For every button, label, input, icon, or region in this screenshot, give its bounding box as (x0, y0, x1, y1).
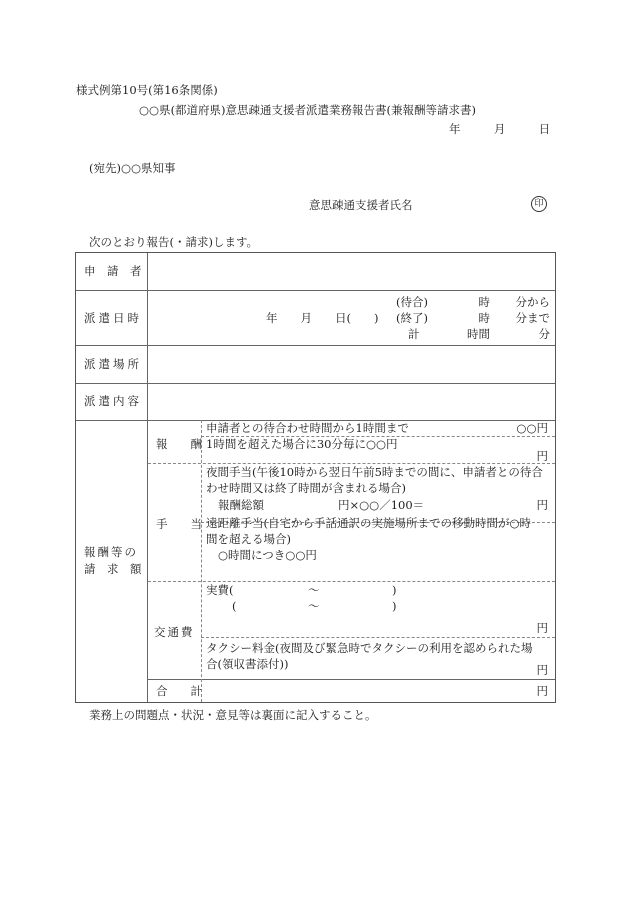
total-label: 合 計 (156, 684, 202, 698)
remuneration-line1-amount: ○○円 (516, 421, 548, 435)
total-hours[interactable]: 時間 (467, 327, 490, 341)
fees-label-line1: 報酬等の (84, 545, 138, 559)
dispatch-content-label: 派遣内容 (84, 394, 142, 408)
remuneration-amount[interactable]: 円 (536, 449, 548, 463)
allowance-label: 手 当 (156, 517, 202, 531)
night-calc-amount[interactable]: 円 (536, 498, 548, 512)
end-minute[interactable]: 分まで (515, 311, 550, 325)
distance-allowance-line2: 間を超える場合) (206, 532, 291, 546)
actual-cost-label: 実費( (206, 583, 234, 597)
total-minutes[interactable]: 分 (538, 327, 550, 341)
distance-allowance-line3: ○時間につき○○円 (218, 548, 317, 562)
wait-minute[interactable]: 分から (515, 295, 550, 309)
distance-allowance-line1: 遠距離手当(自宅から手話通訳の実施場所までの移動時間が○時 (206, 516, 532, 530)
remuneration-line1: 申請者との待合わせ時間から1時間まで (206, 421, 409, 435)
taxi-line1: タクシー料金(夜間及び緊急時でタクシーの利用を認められた場 (206, 641, 533, 655)
route2-open: ( (232, 599, 237, 613)
route2-close: ) (392, 599, 397, 613)
wait-hour[interactable]: 時 (478, 295, 490, 309)
remuneration-line2: 1時間を超えた場合に30分毎に○○円 (206, 437, 398, 451)
taxi-line2: 合(領収書添付)) (206, 657, 289, 671)
actual-cost-amount[interactable]: 円 (536, 621, 548, 635)
total-amount[interactable]: 円 (536, 684, 548, 698)
applicant-field[interactable] (156, 255, 548, 288)
wait-label: (待合) (396, 295, 428, 309)
dispatch-place-field[interactable] (156, 348, 548, 381)
total-time-label: 計 (408, 327, 420, 341)
taxi-amount[interactable]: 円 (536, 663, 548, 677)
document-title: ○○県(都道府県)意思疎通支援者派遣業務報告書(兼報酬等請求書) (139, 103, 477, 117)
applicant-label: 申 請 者 (84, 264, 142, 278)
dispatch-date-text[interactable]: 年 月 日( ) (266, 311, 379, 325)
dispatch-datetime-label: 派遣日時 (84, 311, 142, 325)
date-line (449, 122, 550, 136)
date-year: 年 (449, 122, 461, 136)
remuneration-label: 報 酬 (156, 437, 202, 451)
footer-note: 業務上の問題点・状況・意見等は裏面に記入すること。 (89, 708, 377, 722)
transport-label: 交通費 (154, 625, 195, 639)
form-number: 様式例第10号(第16条関係) (76, 83, 218, 97)
addressee: (宛先)○○県知事 (89, 161, 176, 175)
route1-close: ) (392, 583, 397, 597)
end-hour[interactable]: 時 (478, 311, 490, 325)
end-label: (終了) (396, 311, 428, 325)
route2-tilde[interactable]: 〜 (308, 599, 320, 613)
night-calc-formula[interactable]: 円×○○／100＝ (338, 498, 425, 512)
night-allowance-line1: 夜間手当(午後10時から翌日午前5時までの間に、申請者との待合 (206, 465, 543, 479)
supporter-name-label: 意思疎通支援者氏名 (309, 198, 413, 212)
dispatch-place-label: 派遣場所 (84, 357, 142, 371)
route1-tilde[interactable]: 〜 (308, 583, 320, 597)
seal-icon: 印 (531, 196, 547, 212)
fees-label-line2: 請 求 額 (84, 562, 142, 576)
night-calc-label: 報酬総額 (218, 498, 264, 512)
date-month: 月 (493, 122, 506, 136)
night-allowance-line2: わせ時間又は終了時間が含まれる場合) (206, 481, 406, 495)
dispatch-content-field[interactable] (156, 385, 548, 418)
date-day: 日 (538, 122, 551, 136)
report-table (75, 252, 556, 703)
intro-text: 次のとおり報告(・請求)します。 (89, 235, 259, 249)
